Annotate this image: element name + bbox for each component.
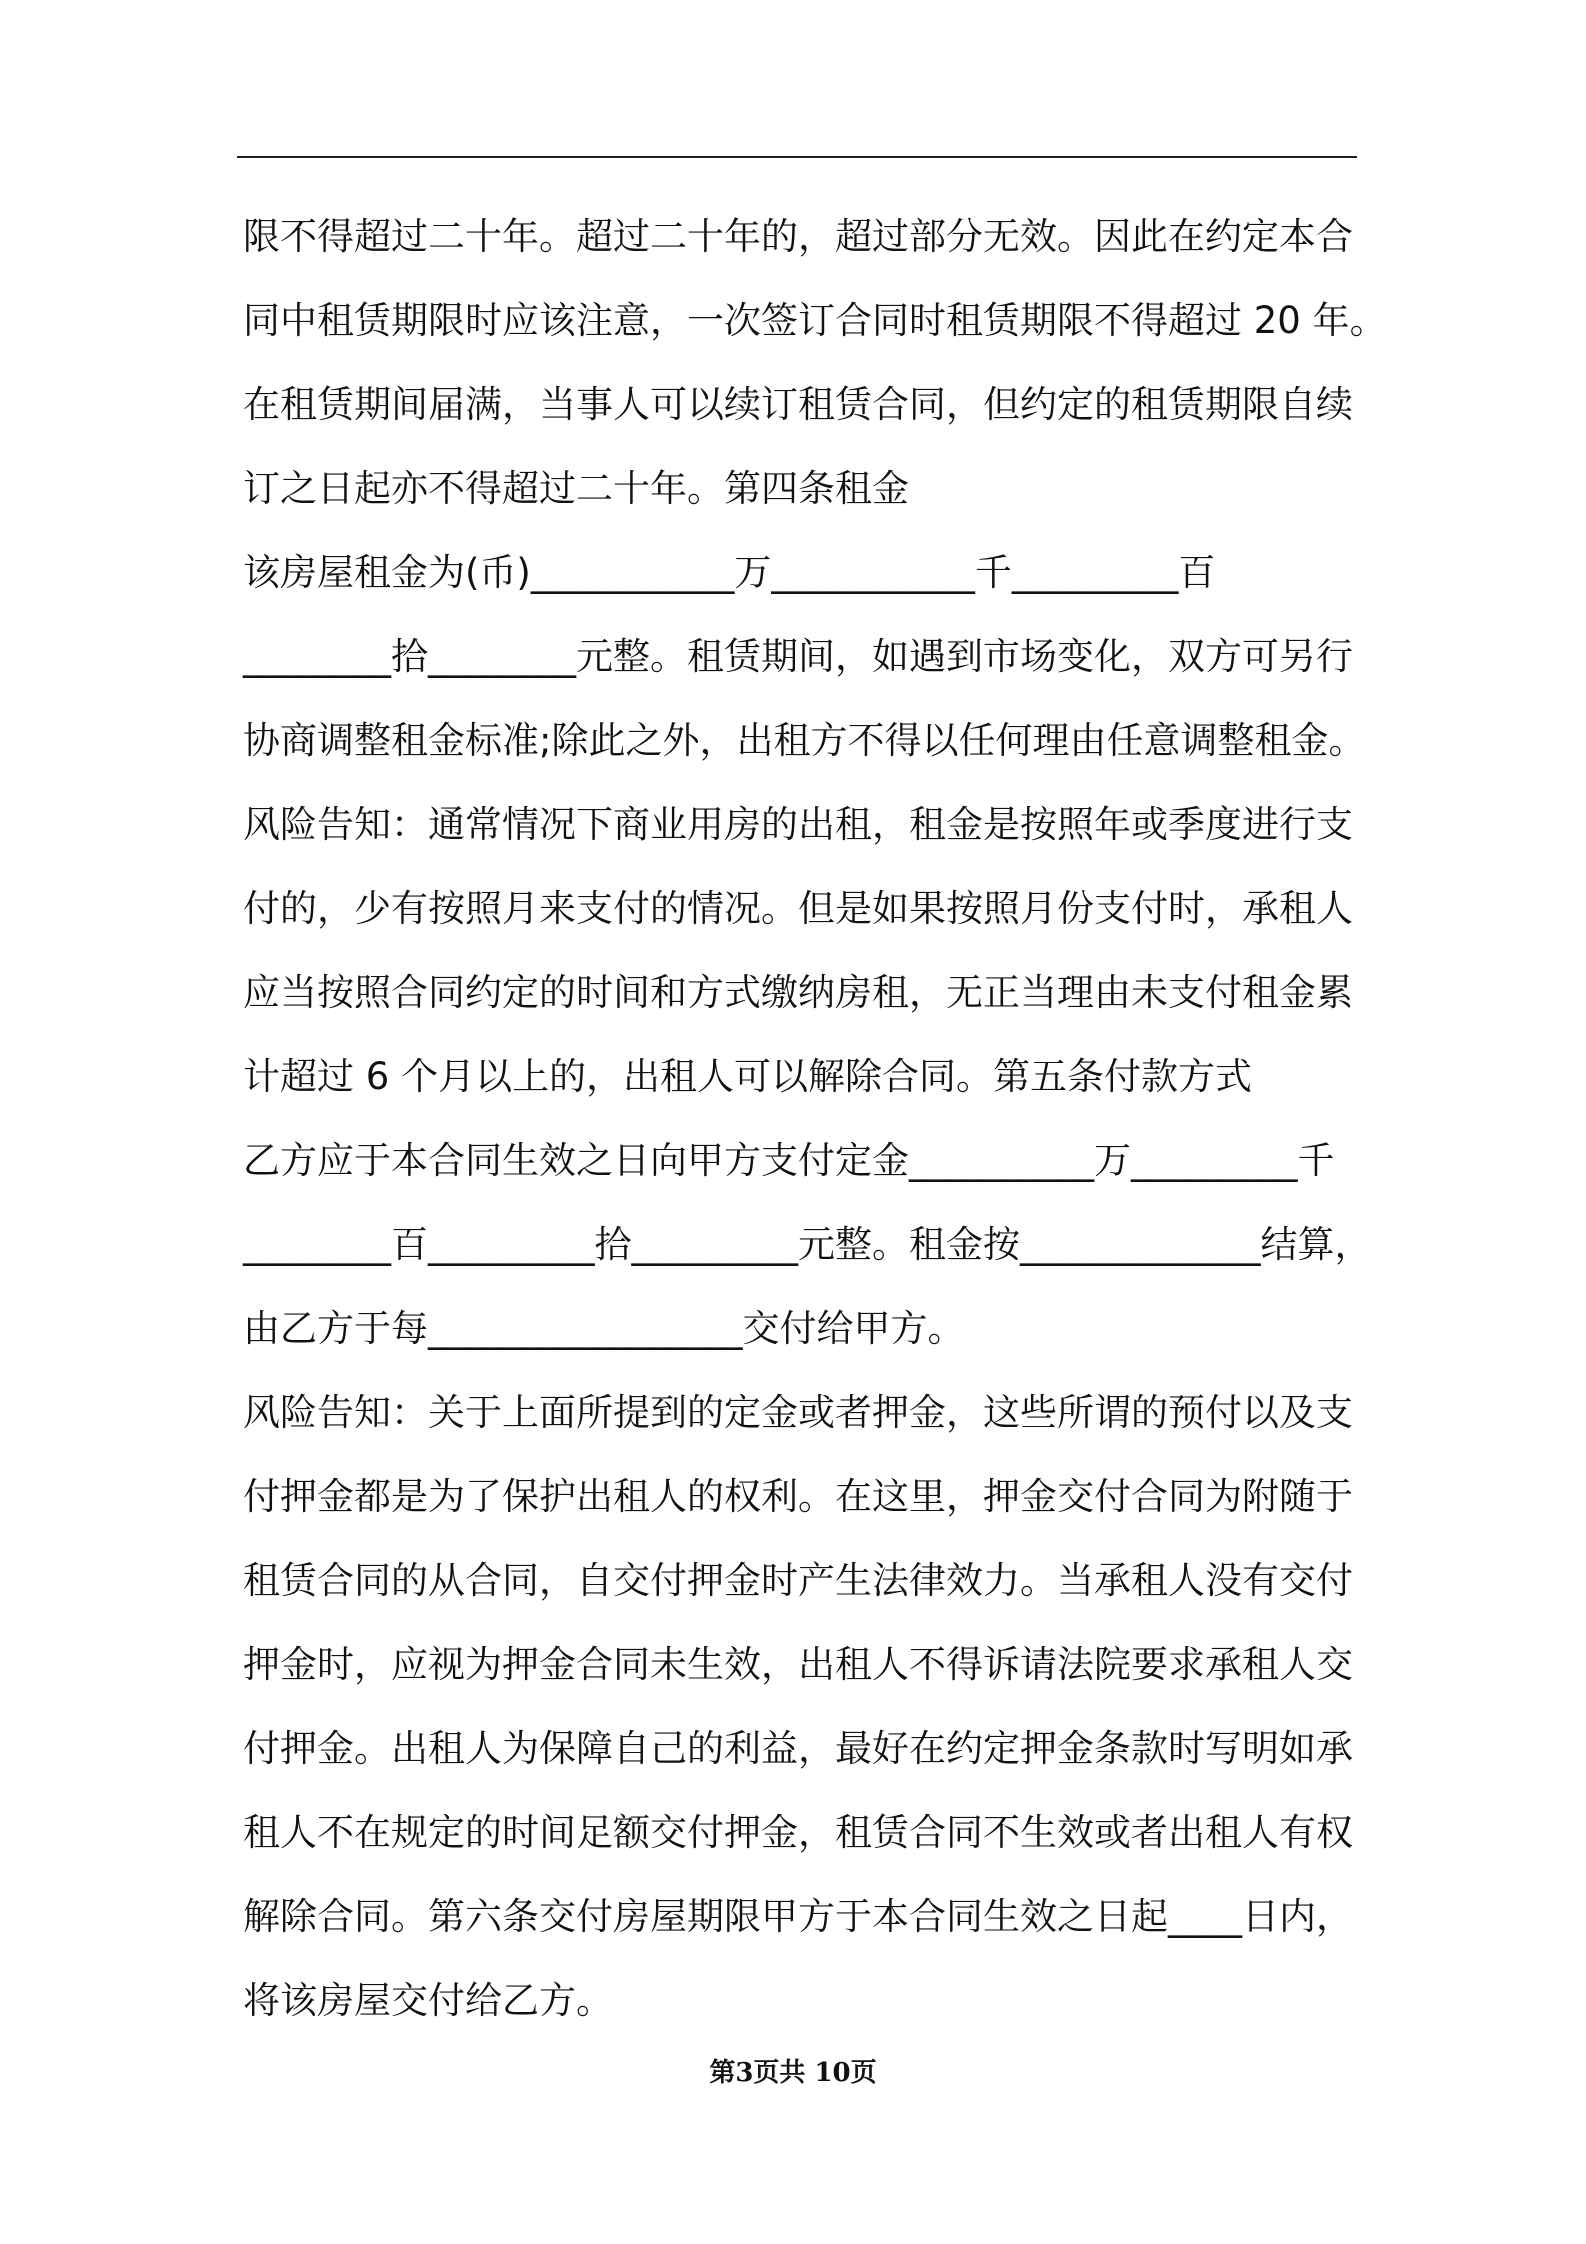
text-line: 风险告知：通常情况下商业用房的出租，租金是按照年或季度进行支	[243, 803, 1353, 846]
text-line: 解除合同。第六条交付房屋期限甲方于本合同生效之日起____日内，	[243, 1895, 1353, 1938]
text-line: 该房屋租金为(币)___________万___________千_________百	[243, 551, 1216, 594]
text-line: 乙方应于本合同生效之日向甲方支付定金__________万_________千	[243, 1139, 1335, 1182]
text-line: 应当按照合同约定的时间和方式缴纳房租，无正当理由未支付租金累	[243, 971, 1353, 1014]
text-line: 将该房屋交付给乙方。	[243, 1979, 613, 2022]
text-line: 由乙方于每_________________交付给甲方。	[243, 1307, 965, 1350]
text-line: 计超过 6 个月以上的，出租人可以解除合同。第五条付款方式	[243, 1055, 1253, 1098]
text-line: ________百_________拾_________元整。租金按_____________结算，	[243, 1223, 1372, 1266]
text-line: 限不得超过二十年。超过二十年的，超过部分无效。因此在约定本合	[243, 215, 1353, 258]
text-line: 订之日起亦不得超过二十年。第四条租金	[243, 467, 909, 510]
text-line: 租人不在规定的时间足额交付押金，租赁合同不生效或者出租人有权	[243, 1811, 1353, 1854]
text-line: ________拾________元整。租赁期间，如遇到市场变化，双方可另行	[243, 635, 1353, 678]
text-line: 押金时，应视为押金合同未生效，出租人不得诉请法院要求承租人交	[243, 1643, 1353, 1686]
header-rule	[237, 156, 1357, 158]
page-number: 第3页共 10页	[709, 2058, 877, 2088]
text-line: 协商调整租金标准;除此之外，出租方不得以任何理由任意调整租金。	[243, 719, 1366, 762]
text-line: 付押金。出租人为保障自己的利益，最好在约定押金条款时写明如承	[243, 1727, 1353, 1770]
text-line: 付押金都是为了保护出租人的权利。在这里，押金交付合同为附随于	[243, 1475, 1353, 1518]
text-line: 风险告知：关于上面所提到的定金或者押金，这些所谓的预付以及支	[243, 1391, 1353, 1434]
text-line: 付的，少有按照月来支付的情况。但是如果按照月份支付时，承租人	[243, 887, 1353, 930]
document-body	[243, 195, 1387, 2043]
text-line: 同中租赁期限时应该注意，一次签订合同时租赁期限不得超过 20 年。	[243, 299, 1387, 342]
text-line: 在租赁期间届满，当事人可以续订租赁合同，但约定的租赁期限自续	[243, 383, 1353, 426]
text-line: 租赁合同的从合同，自交付押金时产生法律效力。当承租人没有交付	[243, 1559, 1353, 1602]
